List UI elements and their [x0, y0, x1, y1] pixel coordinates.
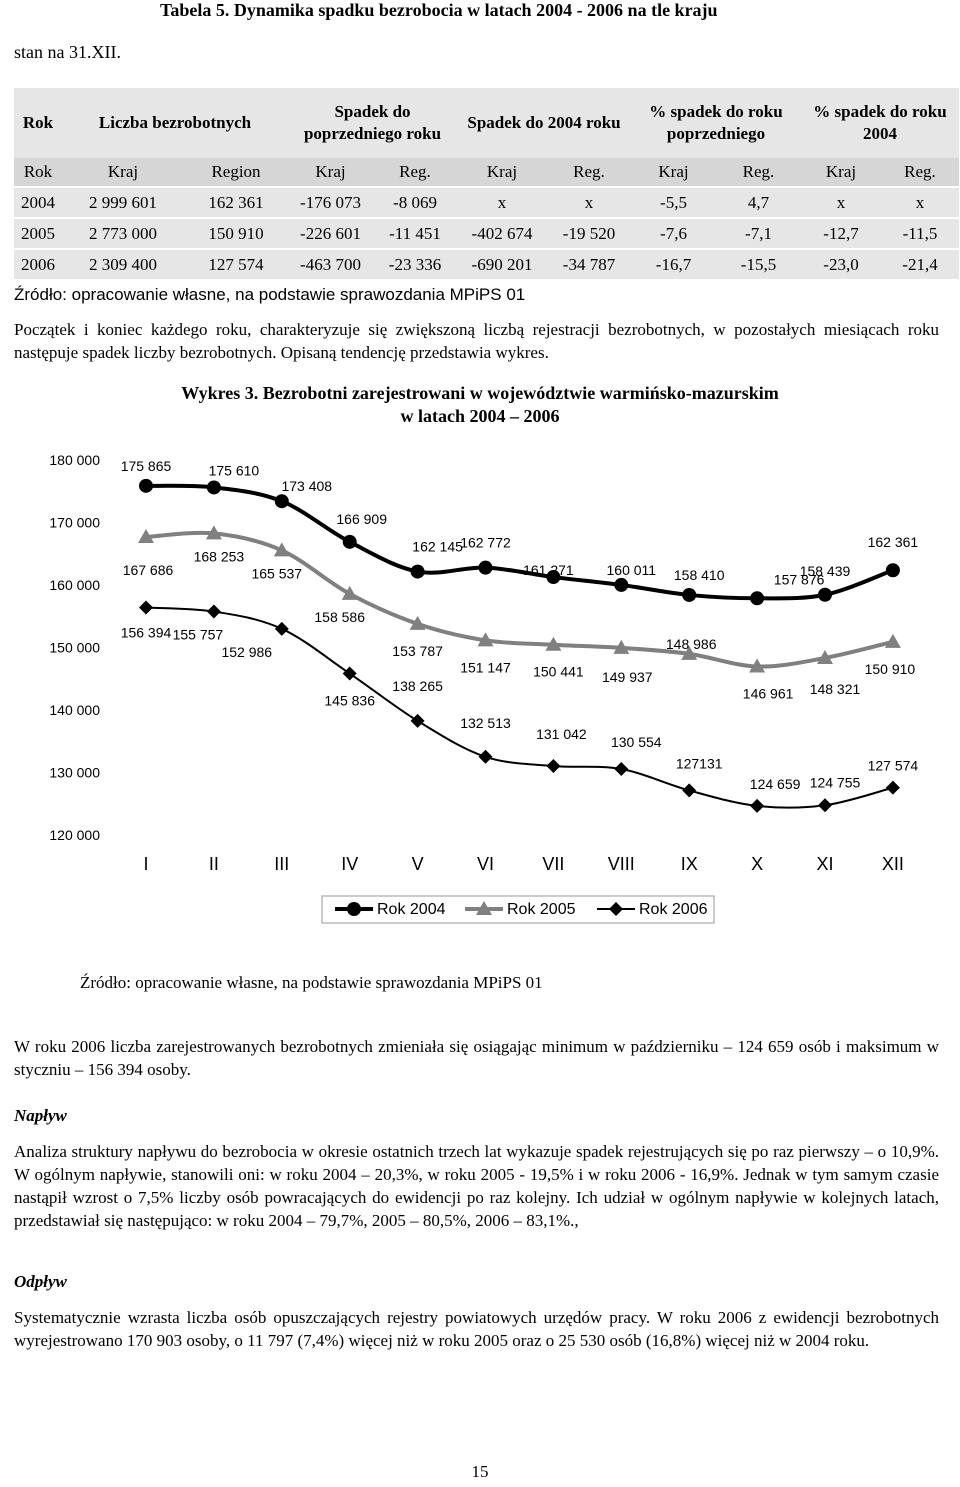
y-tick-label: 130 000 [49, 764, 100, 781]
data-point [343, 535, 357, 549]
table-cell: 150 910 [184, 219, 288, 248]
data-label: 145 836 [324, 692, 376, 709]
header-cell: Rok [14, 88, 62, 158]
data-label: 166 909 [336, 510, 388, 527]
data-point [207, 480, 221, 494]
table-cell: -11 451 [373, 219, 457, 248]
data-label: 167 686 [122, 561, 174, 578]
table-source: Źródło: opracowanie własne, na podstawie sprawozdania MPiPS 01 [14, 285, 526, 304]
unemployment-line-chart [0, 440, 960, 930]
x-tick-label: XI [816, 854, 834, 874]
table-cell: -23 336 [373, 250, 457, 279]
x-tick-label: X [751, 854, 764, 874]
data-point [479, 561, 493, 575]
table-cell: -8 069 [373, 188, 457, 217]
table-cell: 2004 [14, 188, 62, 217]
data-point [275, 622, 289, 636]
page-number: 15 [471, 1462, 489, 1481]
x-tick-label: II [208, 854, 219, 874]
table-cell: 2 773 000 [62, 219, 184, 248]
table-cell: -16,7 [631, 250, 716, 279]
table-cell: -690 201 [457, 250, 547, 279]
header-cell: Liczba bezrobotnych [62, 88, 288, 158]
y-tick-label: 150 000 [49, 639, 100, 656]
table-cell: x [801, 188, 881, 217]
table-cell: -226 601 [288, 219, 373, 248]
data-point [479, 750, 493, 764]
header-cell: Spadek do poprzedniego roku [288, 88, 457, 158]
table-cell: 127 574 [184, 250, 288, 279]
table-cell: 162 361 [184, 188, 288, 217]
data-label: 162 772 [460, 534, 511, 551]
x-tick-label: XII [881, 854, 904, 874]
y-tick-label: 140 000 [49, 702, 100, 718]
data-point [207, 605, 221, 619]
x-tick-label: V [411, 854, 424, 874]
table-cell: -7,6 [631, 219, 716, 248]
data-point [139, 479, 153, 493]
table-row [14, 188, 959, 217]
data-label: 175 610 [208, 462, 260, 479]
data-label: 127131 [675, 755, 723, 772]
data-label: 131 042 [536, 725, 587, 742]
x-tick-label: VI [476, 854, 495, 874]
subheader-cell: Kraj [62, 158, 184, 186]
heading-odplyw: Odpływ [14, 1272, 67, 1291]
table-cell: -21,4 [881, 250, 959, 279]
data-label: 152 986 [221, 643, 273, 660]
x-tick-label: IV [341, 854, 359, 874]
data-label: 158 410 [673, 566, 725, 583]
x-axis [143, 854, 903, 874]
paragraph-intro: Początek i koniec każdego roku, charakteryzuje się zwiększoną liczbą rejestracji bezrobotnych, w pozostałych miesiącach roku następuje spadek liczby bezrobotnych. Opisaną tendencję przedstawia wykres. [14, 320, 939, 362]
table-cell: -176 073 [288, 188, 373, 217]
data-point [139, 601, 153, 615]
legend-label: Rok 2004 [377, 901, 446, 918]
data-label: 175 865 [120, 457, 172, 474]
data-label: 162 145 [412, 538, 463, 555]
subheader-cell: Rok [14, 158, 62, 186]
chart-legend [322, 896, 714, 923]
x-tick-label: VIII [607, 854, 635, 874]
data-point [818, 798, 832, 812]
chart-title-line-2: w latach 2004 – 2006 [400, 406, 560, 426]
table-cell: 4,7 [716, 188, 801, 217]
subheader-cell: Reg. [547, 158, 631, 186]
data-label: 124 755 [809, 774, 861, 791]
data-label: 124 659 [749, 775, 801, 792]
table-cell: -12,7 [801, 219, 881, 248]
table-title: Tabela 5. Dynamika spadku bezrobocia w latach 2004 - 2006 na tle kraju [160, 0, 718, 20]
y-tick-label: 180 000 [49, 452, 100, 468]
subheader-cell: Reg. [881, 158, 959, 186]
table-cell: -19 520 [547, 219, 631, 248]
table-cell: 2006 [14, 250, 62, 279]
data-point [614, 762, 628, 776]
y-axis [49, 452, 100, 843]
data-label: 158 586 [314, 608, 366, 625]
data-label: 153 787 [392, 642, 443, 659]
data-label: 130 554 [610, 734, 662, 751]
data-label: 173 408 [281, 478, 333, 495]
data-point [546, 759, 560, 773]
data-point [682, 783, 696, 797]
data-point [411, 714, 425, 728]
y-tick-label: 170 000 [49, 514, 100, 531]
header-cell: % spadek do roku poprzedniego [631, 88, 801, 158]
data-label: 160 011 [606, 561, 657, 578]
data-point [750, 799, 764, 813]
data-label: 161 271 [523, 562, 574, 579]
chart-title-line-1: Wykres 3. Bezrobotni zarejestrowani w województwie warmińsko-mazurskim [181, 383, 779, 403]
table-cell: -7,1 [716, 219, 801, 248]
table-cell: x [547, 188, 631, 217]
heading-naplyw: Napływ [14, 1106, 67, 1125]
paragraph-naplyw: Analiza struktury napływu do bezrobocia w okresie ostatnich trzech lat wykazuje spadek rejestrujących się po raz pierwszy – o 10,9%. W ogólnym napływie, stanowili oni: w roku 2004 – 20,3%, w roku 2005 - 19,5% i w roku 2006 - 16,9%. Jednak w tym samym czasie nastąpił wzrost o 7,5% liczby osób powracających do ewidencji po raz kolejny. Ich udział w ogólnym napływie w kolejnych latach, przedstawiał się następująco: w roku 2004 – 79,7%, 2005 – 80,5%, 2006 – 83,1%., [14, 1142, 939, 1230]
table-cell: x [457, 188, 547, 217]
data-point [682, 588, 696, 602]
chart-title [130, 382, 830, 428]
chart-source: Źródło: opracowanie własne, na podstawie sprawozdania MPiPS 01 [80, 973, 543, 992]
data-point [275, 494, 289, 508]
table-cell: 2 999 601 [62, 188, 184, 217]
table-date-note: stan na 31.XII. [14, 42, 121, 62]
table-cell: -15,5 [716, 250, 801, 279]
data-label: 162 361 [867, 534, 919, 551]
subheader-cell: Region [184, 158, 288, 186]
data-label: 127 574 [867, 757, 919, 774]
x-tick-label: III [274, 854, 290, 874]
data-label: 150 441 [533, 663, 584, 680]
table-cell: -402 674 [457, 219, 547, 248]
x-tick-label: VII [542, 854, 565, 874]
table-row [14, 250, 959, 279]
y-tick-label: 160 000 [49, 577, 100, 593]
legend-label: Rok 2005 [507, 901, 576, 918]
data-point [818, 588, 832, 602]
data-point [886, 781, 900, 795]
table-cell: x [881, 188, 959, 217]
x-tick-label: I [143, 854, 149, 874]
data-point [750, 591, 764, 605]
data-label: 155 757 [172, 626, 224, 643]
data-labels [121, 458, 919, 792]
paragraph-2006: W roku 2006 liczba zarejestrowanych bezrobotnych zmieniała się osiągając minimum w październiku – 124 659 osób i maksimum w styczniu – 156 394 osoby. [14, 1037, 939, 1079]
subheader-cell: Reg. [373, 158, 457, 186]
table-cell: -23,0 [801, 250, 881, 279]
table-cell: 2 309 400 [62, 250, 184, 279]
subheader-cell: Kraj [801, 158, 881, 186]
table-cell: -5,5 [631, 188, 716, 217]
table-row [14, 219, 959, 248]
data-point [343, 667, 357, 681]
paragraph-odplyw: Systematycznie wzrasta liczba osób opuszczających rejestry powiatowych urzędów pracy. W roku 2006 z ewidencji bezrobotnych wyrejestrowano 170 903 osoby, o 11 797 (7,4%) więcej niż w roku 2005 oraz o 25 530 osób (16,8%) więcej niż w 2004 roku. [14, 1308, 939, 1350]
data-point [614, 578, 628, 592]
data-label: 156 394 [120, 624, 172, 641]
table-cell: -463 700 [288, 250, 373, 279]
data-label: 148 986 [665, 635, 717, 652]
legend-marker [347, 902, 361, 916]
unemployment-table [14, 88, 959, 279]
header-cell: % spadek do roku 2004 [801, 88, 959, 158]
data-label: 146 961 [742, 685, 794, 702]
data-point [885, 634, 901, 648]
data-label: 132 513 [460, 714, 511, 731]
x-tick-label: IX [680, 854, 698, 874]
subheader-cell: Kraj [457, 158, 547, 186]
data-label: 150 910 [864, 660, 916, 677]
table-subheader-row [14, 158, 959, 186]
table-cell: -11,5 [881, 219, 959, 248]
legend-label: Rok 2006 [639, 901, 708, 918]
data-label: 138 265 [392, 677, 443, 694]
data-point [411, 565, 425, 579]
table-cell: 2005 [14, 219, 62, 248]
y-tick-label: 120 000 [49, 827, 100, 843]
data-label: 149 937 [601, 668, 653, 685]
data-label: 157 876 [773, 571, 825, 588]
subheader-cell: Kraj [288, 158, 373, 186]
data-point [886, 563, 900, 577]
data-label: 151 147 [460, 659, 511, 676]
table-header-row [14, 88, 959, 158]
data-label: 168 253 [193, 548, 245, 565]
data-label: 165 537 [251, 565, 303, 582]
subheader-cell: Reg. [716, 158, 801, 186]
table-cell: -34 787 [547, 250, 631, 279]
data-label: 158 439 [799, 562, 851, 579]
subheader-cell: Kraj [631, 158, 716, 186]
data-label: 148 321 [809, 680, 861, 697]
header-cell: Spadek do 2004 roku [457, 88, 631, 158]
